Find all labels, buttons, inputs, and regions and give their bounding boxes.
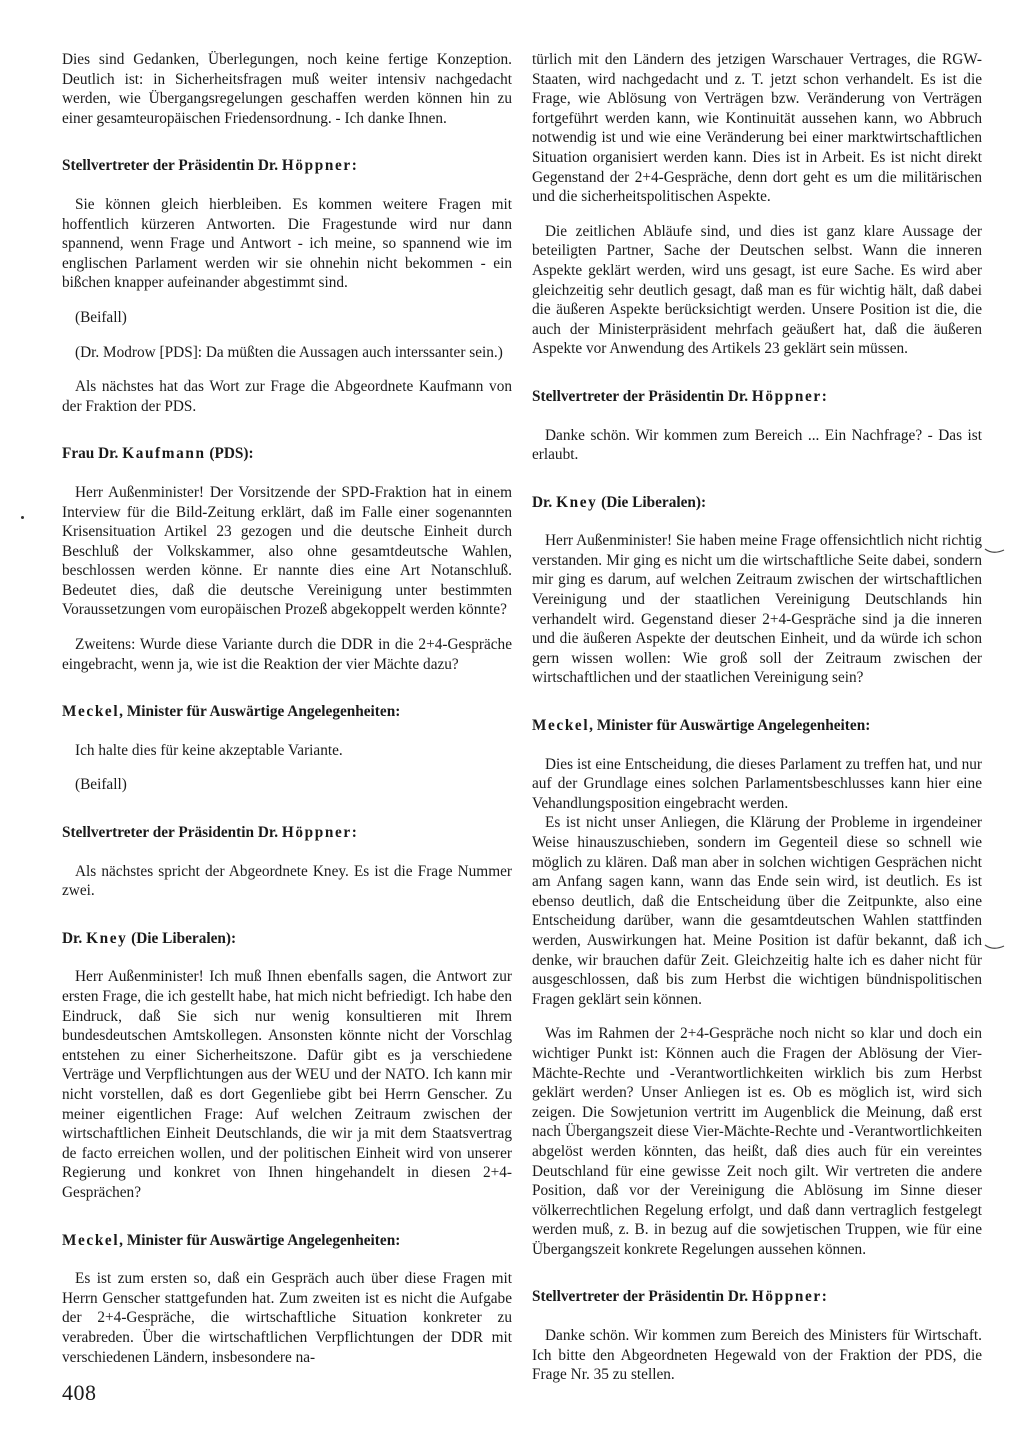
paragraph: Was im Rahmen der 2+4-Gespräche noch nicht so klar und doch ein wichtiger Punkt ist: Können auch die Fragen der Ablösung der Vier-Mächte-Rechte und -Verantwortlichkeiten wirklich bis zum Herbst geklärt werden? Unser Anliegen ist es. Ob es möglich ist, wird sich zeigen. Die Sowjetunion vertritt im Augenblick die Meinung, daß erst nach Übergangszeit diese Vier-Mächte-Rechte und -Verantwortlichkeiten abgelöst werden könnten, das heißt, daß dies auch für ein vereintes Deutschland für eine gewisse Zeit noch gilt. Wir vertreten die andere Position, daß vor der Vereinigung die Ablösung im Sinne dieser völkerrechtlichen Regelung erfolgt, und daß dann vertraglich festgelegt werden muß, z. B. in bezug auf die sowjetischen Truppen, wie für eine Übergangszeit konkrete Regelungen aussehen können. <box>532 1025 982 1258</box>
paragraph: Danke schön. Wir kommen zum Bereich ... Ein Nachfrage? - Das ist erlaubt. <box>532 426 982 464</box>
paragraph: Als nächstes hat das Wort zur Frage die Abgeordnete Kaufmann von der Fraktion der PDS. <box>62 378 512 415</box>
speaker-role: : <box>821 1288 827 1306</box>
speaker-role: : <box>351 824 357 842</box>
speaker-role: (PDS): <box>205 445 254 463</box>
speaker-name: Höppner <box>751 1288 822 1306</box>
speaker-name: Höppner <box>281 157 352 175</box>
speaker-heading <box>62 702 512 722</box>
left-column <box>62 50 512 1367</box>
speaker-name: Kney <box>86 929 128 947</box>
speaker-heading <box>532 387 982 407</box>
speaker-heading <box>62 1231 512 1251</box>
speaker-role: (Die Liberalen): <box>127 929 237 947</box>
speaker-title: Stellvertreter der Präsidentin Dr. <box>532 1288 752 1306</box>
paragraph: Die zeitlichen Abläufe sind, und dies ist ganz klare Aussage der beteiligten Partner, Sache der Deutschen selbst. Wann die inneren Aspekte geklärt werden, wird uns gesagt, ist eure Sache. Es wird aber gleichzeitig sehr deutlich gesagt, daß man es für wichtig hält, daß dabei die äußeren Aspekte berücksichtigt werden. Unsere Position ist die, die auch der Ministerpräsident mehrfach geäußert hat, daß die äußeren Aspekte vor Anwendung des Artikels 23 geklärt sein müssen. <box>532 222 982 358</box>
speaker-role: : <box>351 157 357 175</box>
speaker-name: Meckel <box>532 717 590 735</box>
paragraph: Herr Außenminister! Sie haben meine Frage offensichtlich nicht richtig verstanden. Mir ging es nicht um die wirtschaftliche Seite dabei, sondern mir ging es darum, auf welchen Zeitraum zwischen der wirtschaftlichen Vereinigung und der staatlichen Vereinigung Deutschlands hin verhandelt wird. Gegenstand dieser 2+4-Gespräche sind ja die inneren und die äußeren Aspekte der deutschen Einheit, und da würde ich schon gern wissen wollen: Wie groß soll der Zeitraum zwischen der wirtschaftlichen und der staatlichen Vereinigung sein? <box>532 532 982 687</box>
paragraph: Ich halte dies für keine akzeptable Variante. <box>75 741 343 759</box>
speaker-heading <box>532 1287 982 1307</box>
paragraph: (Dr. Modrow [PDS]: Da müßten die Aussagen auch interssanter sein.) <box>75 343 503 361</box>
paragraph: Sie können gleich hierbleiben. Es kommen weitere Fragen mit hoffentlich kürzeren Antworten. Die Fragestunde wird nur dann spannend, wenn Frage und Antwort - ich meine, so spannend wie im englischen Parlament werden wir sie ohnehin nicht bekommen - ein bißchen knapper aufeinander abgestimmt sind. <box>62 195 512 292</box>
speaker-title: Stellvertreter der Präsidentin Dr. <box>532 387 752 405</box>
speaker-title: Stellvertreter der Präsidentin Dr. <box>62 824 282 842</box>
speaker-role: (Die Liberalen): <box>597 493 707 511</box>
paragraph: Zweitens: Wurde diese Variante durch die DDR in die 2+4-Gespräche eingebracht, wenn ja, wie ist die Reaktion der vier Mächte dazu? <box>62 636 512 673</box>
speaker-title: Dr. <box>532 493 557 511</box>
speaker-role: , Minister für Auswärtige Angelegenheiten: <box>589 717 871 735</box>
speaker-name: Kaufmann <box>122 445 206 463</box>
paragraph: Danke schön. Wir kommen zum Bereich des Ministers für Wirtschaft. Ich bitte den Abgeordneten Hegewald von der Fraktion der PDS, die Frage Nr. 35 zu stellen. <box>532 1327 982 1384</box>
speaker-name: Höppner <box>281 824 352 842</box>
paragraph: Es ist nicht unser Anliegen, die Klärung der Probleme in irgendeiner Weise hinauszuschieben, sondern im Gegenteil diese so schnell wie möglich zu klären. Daß man aber in solchen wichtigen Gesprächen nicht am Anfang sagen kann, wann das Ende sein wird, ist deutlich. Es ist ebenso deutlich, daß die Entscheidung über die Zeitpunkte, also eine Entscheidung darüber, wann die gesamtdeutschen Wahlen stattfinden werden, Auswirkungen hat. Meine Position ist dafür bekannt, daß ich denke, wir brauchen dafür Zeit. Gleichzeitig halte ich es daher nicht für ausgeschlossen, daß bis zum Herbst die wichtigen bündnispolitischen Fragen geklärt sein können. <box>532 814 982 1008</box>
speaker-heading <box>532 716 982 736</box>
paragraph: Herr Außenminister! Ich muß Ihnen ebenfalls sagen, die Antwort zur ersten Frage, die ich gestellt habe, hat mich nicht befriedigt. Ich habe den Eindruck, daß Sie sich nur wenig konsultieren mit Ihrem bundesdeutschen Amtskollegen. Ansonsten könnte nicht der Vorschlag entstehen zu einer Sicherheitszone. Dafür gibt es ja verschiedene Verträge und Verpflichtungen aus der WEU und der NATO. Ich kann mir nicht vorstellen, daß es dort Gegenliebe gibt bei Herrn Genscher. Zu meiner eigentlichen Frage: Auf welchen Zeitraum zwischen der wirtschaftlichen Einheit Deutschlands, die wir ja mit dem Staatsvertrag de facto erreichen wollen, und der politischen Einheit wird von unserer Regierung und konkret von Ihnen hingehandelt in diesen 2+4-Gesprächen? <box>62 968 512 1201</box>
speaker-role: , Minister für Auswärtige Angelegenheiten: <box>119 1231 401 1249</box>
speaker-name: Höppner <box>751 387 822 405</box>
speaker-title: Dr. <box>62 929 87 947</box>
speaker-name: Kney <box>556 493 598 511</box>
speaker-name: Meckel <box>62 1231 120 1249</box>
scan-edge-mark <box>984 942 1006 952</box>
speaker-heading <box>532 493 982 513</box>
speaker-heading <box>62 156 512 176</box>
paragraph: Es ist zum ersten so, daß ein Gespräch auch über diese Fragen mit Herrn Genscher stattgefunden hat. Zum zweiten ist es nicht die Aufgabe der 2+4-Gespräche, die wirtschaftliche Situation konkreter zu verabreden. Über die wirtschaftlichen Verpflichtungen der DDR mit verschiedenen Ländern, insbesondere na- <box>62 1270 512 1366</box>
speaker-title: Stellvertreter der Präsidentin Dr. <box>62 157 282 175</box>
scan-edge-mark <box>984 546 1006 556</box>
speaker-heading <box>62 444 512 464</box>
paragraph: Als nächstes spricht der Abgeordnete Kney. Es ist die Frage Nummer zwei. <box>62 862 512 900</box>
speaker-title: Frau Dr. <box>62 445 123 463</box>
interjection: (Beifall) <box>75 308 127 326</box>
paragraph: Dies sind Gedanken, Überlegungen, noch keine fertige Konzeption. Deutlich ist: in Sicherheitsfragen muß weiter intensiv nachgedacht werden, wie Übergangsregelungen geschaffen werden können hin zu einer gesamteuropäischen Friedensordnung. - Ich danke Ihnen. <box>62 51 512 127</box>
interjection: (Beifall) <box>75 776 127 794</box>
speaker-role: : <box>821 387 827 405</box>
paragraph: Herr Außenminister! Der Vorsitzende der SPD-Fraktion hat in einem Interview für die Bild-Zeitung erklärt, daß im Falle einer sogenannten Krisensituation Artikel 23 gezogen und die deutsche Einheit durch Beschluß der Volkskammer, also ohne gesamtdeutsche Wahlen, beschlossen werden könne. Er nannte dies eine Art Notanschluß. Bedeutet dies, daß die deutsche Vereinigung unter bestimmten Voraussetzungen vom europäischen Prozeß abgekoppelt werden könnte? <box>62 483 512 619</box>
paragraph: türlich mit den Ländern des jetzigen Warschauer Vertrages, die RGW-Staaten, wird nachgedacht und z. T. jetzt schon verhandelt. Es ist die Frage, wie Ablösung von Verträgen bzw. Veränderung von Verträgen fortgeführt werden kann, wie Kontinuität aussehen kann, wo Abbruch notwendig ist und wie eine Veränderung bei einer marktwirtschaftlichen Situation organisiert werden kann. Dies ist in Arbeit. Es ist nicht direkt Gegenstand der 2+4-Gespräche, denn dort geht es um die militärischen und die sicherheitspolitischen Aspekte. <box>532 51 982 206</box>
speaker-heading <box>62 823 512 843</box>
right-column <box>532 50 982 1385</box>
speaker-role: , Minister für Auswärtige Angelegenheiten: <box>119 703 401 721</box>
scan-speck <box>21 516 24 519</box>
page-number: 408 <box>62 1380 97 1405</box>
paragraph: Dies ist eine Entscheidung, die dieses Parlament zu treffen hat, und nur auf der Grundlage eines solchen Parlamentsbeschlusses kann hier eine Vehandlungsposition eingebracht werden. <box>532 755 982 812</box>
speaker-name: Meckel <box>62 703 120 721</box>
speaker-heading <box>62 929 512 949</box>
